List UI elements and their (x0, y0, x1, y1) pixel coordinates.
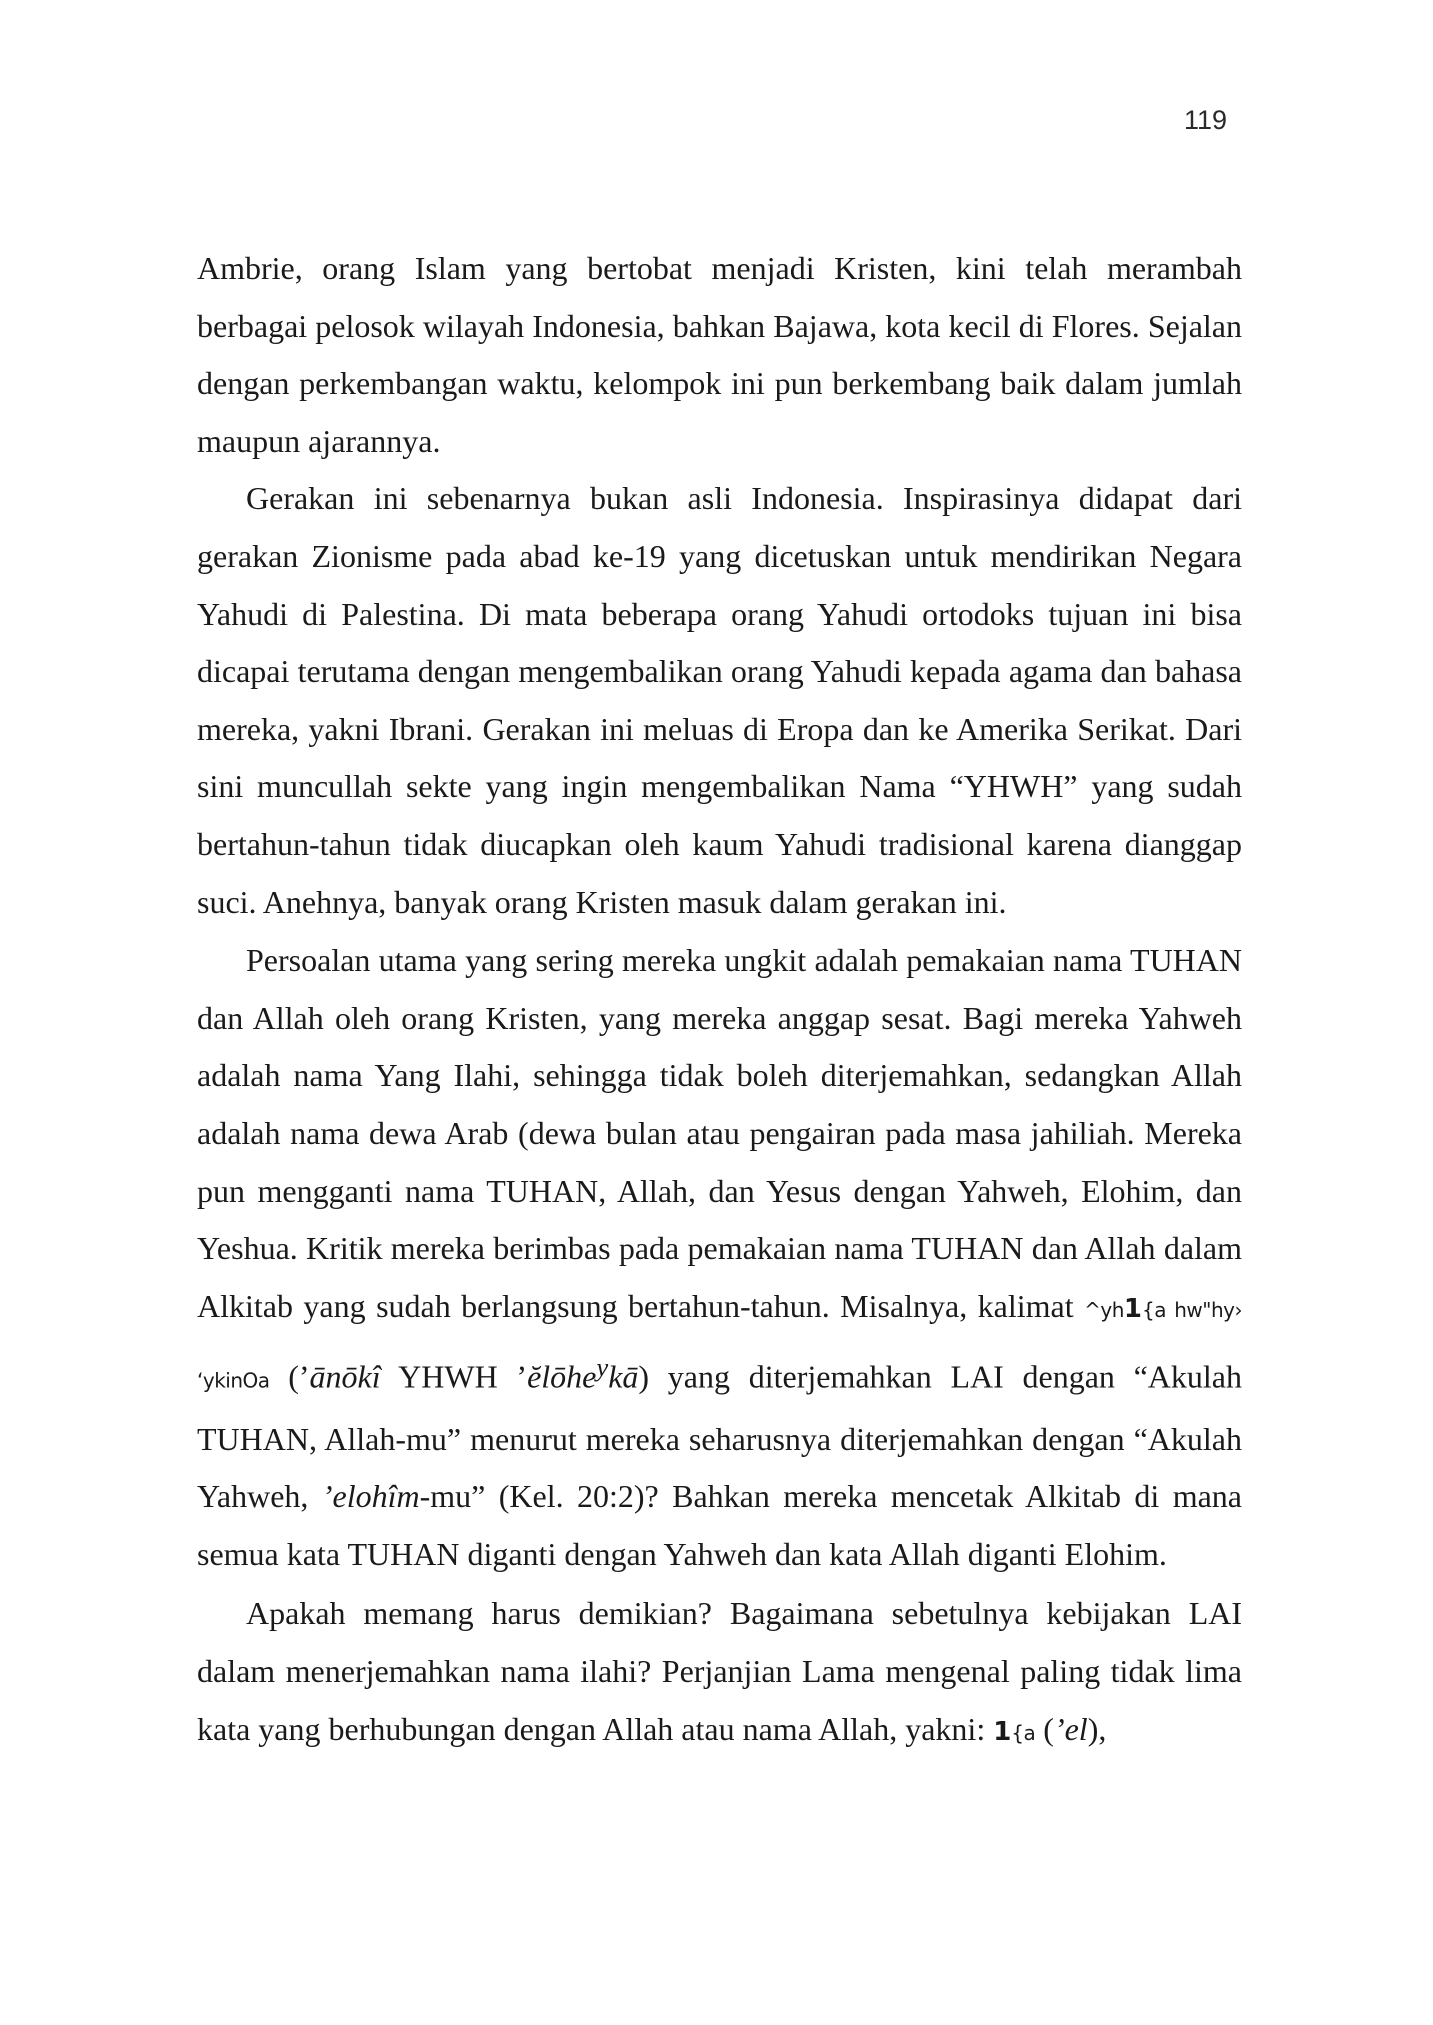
hebrew-text: {a (1011, 1720, 1036, 1745)
transliteration: ānōkî (309, 1358, 381, 1395)
transliteration: ĕlōhe (527, 1358, 597, 1395)
text-run: ( (1035, 1710, 1054, 1747)
text-run: ), (1087, 1710, 1107, 1747)
text-run: Apakah memang harus demikian? Bagaimana sebetulnya kebijakan LAI dalam menerjemahkan nama ilahi? Perjanjian Lama mengenal paling tidak lima kata yang berhubungan dengan Allah atau nama Allah, yakni: (197, 1595, 1242, 1747)
hebrew-text: {a hw"hy› ‘ykinOa (197, 1297, 1242, 1393)
text-run: -mu” (Kel. 20:2)? Bahkan mereka mencetak Alkitab di mana semua kata TUHAN diganti dengan Yahweh dan kata Allah diganti Elohim. (197, 1478, 1243, 1572)
transliteration: kā (608, 1358, 639, 1395)
text-run: Persoalan utama yang sering mereka ungkit adalah pemakaian nama TUHAN dan Allah oleh orang Kristen, yang mereka anggap sesat. Bagi mereka Yahweh adalah nama Yang Ilahi, sehingga tidak boleh diterjemahkan, sedangkan Allah adalah nama dewa Arab (dewa bulan atau pengairan pada masa jahiliah. Mereka pun mengganti nama TUHAN, Allah, dan Yesus dengan Yahweh, Elohim, dan Yeshua. Kritik mereka berimbas pada pemakaian nama TUHAN dan Allah dalam Alkitab yang sudah berlangsung bertahun-tahun. Misalnya, kalimat (197, 942, 1242, 1324)
transliteration: ’el (1053, 1710, 1088, 1747)
text-run: ) yang diterjemahkan LAI dengan “Akulah TUHAN, Allah-mu” menurut mereka seharusnya diterjemahkan dengan “Akulah Yahweh, (197, 1358, 1243, 1515)
transliteration-superscript: y (596, 1352, 609, 1383)
hebrew-text: ^yh (1084, 1297, 1124, 1322)
text-run: (’ (269, 1358, 310, 1395)
transliteration: ’elohîm (321, 1478, 420, 1515)
page-number: 119 (1184, 105, 1228, 135)
body-text (197, 240, 1242, 1762)
paragraph-naming-controversy (197, 932, 1242, 1583)
hebrew-text: 1 (1123, 1293, 1142, 1324)
hebrew-text: 1 (993, 1716, 1012, 1747)
paragraph-continuation: Ambrie, orang Islam yang bertobat menjadi Kristen, kini telah merambah berbagai pelosok wilayah Indonesia, bahkan Bajawa, kota kecil di Flores. Sejalan dengan perkembangan waktu, kelompok ini pun berkembang baik dalam jumlah maupun ajarannya. (197, 250, 1242, 459)
text-run: YHWH ’ (380, 1358, 528, 1395)
paragraph-zionism-origin: Gerakan ini sebenarnya bukan asli Indonesia. Inspirasinya didapat dari gerakan Zionisme pada abad ke-19 yang dicetuskan untuk mendirikan Negara Yahudi di Palestina. Di mata beberapa orang Yahudi ortodoks tujuan ini bisa dicapai terutama dengan mengembalikan orang Yahudi kepada agama dan bahasa mereka, yakni Ibrani. Gerakan ini meluas di Eropa dan ke Amerika Serikat. Dari sini muncullah sekte yang ingin mengembalikan Nama “YHWH” yang sudah bertahun-tahun tidak diucapkan oleh kaum Yahudi tradisional karena dianggap suci. Anehnya, banyak orang Kristen masuk dalam gerakan ini. (197, 480, 1242, 920)
paragraph-lai-policy (197, 1585, 1242, 1762)
